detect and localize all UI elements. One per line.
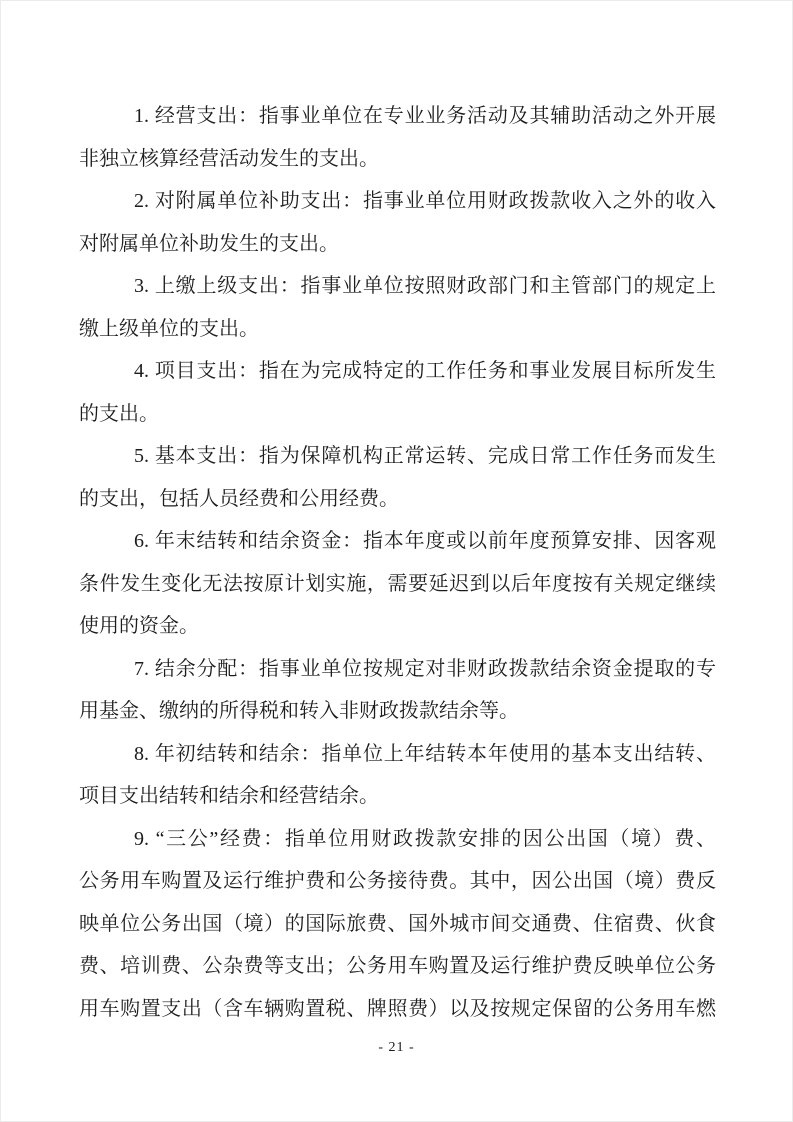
text-line: 非独立核算经营活动发生的支出。 <box>79 147 379 170</box>
text-line: 映单位公务出国（境）的国际旅费、国外城市间交通费、住宿费、伙食 <box>79 912 716 935</box>
text-line: 8. 年初结转和结余：指单位上年结转本年使用的基本支出结转、 <box>134 742 716 765</box>
text-line: 2. 对附属单位补助支出：指事业单位用财政拨款收入之外的收入 <box>134 190 716 212</box>
text-line: 条件发生变化无法按原计划实施，需要延迟到以后年度按有关规定继续 <box>79 572 716 595</box>
text-line: 9. “三公”经费：指单位用财政拨款安排的因公出国（境）费、 <box>134 827 716 850</box>
text-line: 用基金、缴纳的所得税和转入非财政拨款结余等。 <box>79 700 519 722</box>
text-line: 3. 上缴上级支出：指事业单位按照财政部门和主管部门的规定上 <box>134 275 716 297</box>
text-line: 1. 经营支出：指事业单位在专业业务活动及其辅助活动之外开展 <box>134 105 716 127</box>
page-number: - 21 - <box>378 1040 415 1055</box>
document-body <box>79 95 716 1030</box>
text-line: 项目支出结转和结余和经营结余。 <box>79 785 379 807</box>
text-line: 5. 基本支出：指为保障机构正常运转、完成日常工作任务而发生 <box>134 445 716 467</box>
text-line: 4. 项目支出：指在为完成特定的工作任务和事业发展目标所发生 <box>134 360 716 382</box>
text-line: 的支出，包括人员经费和公用经费。 <box>79 487 399 510</box>
text-line: 费、培训费、公杂费等支出；公务用车购置及运行维护费反映单位公务 <box>79 955 716 977</box>
text-line: 的支出。 <box>79 402 159 425</box>
text-line: 缴上级单位的支出。 <box>79 317 259 340</box>
text-line: 公务用车购置及运行维护费和公务接待费。其中，因公出国（境）费反 <box>79 870 716 892</box>
text-line: 使用的资金。 <box>79 615 199 637</box>
text-line: 6. 年末结转和结余资金：指本年度或以前年度预算安排、因客观 <box>134 530 716 552</box>
text-line: 对附属单位补助发生的支出。 <box>79 232 339 255</box>
text-line: 用车购置支出（含车辆购置税、牌照费）以及按规定保留的公务用车燃 <box>79 997 716 1020</box>
text-line: 7. 结余分配：指事业单位按规定对非财政拨款结余资金提取的专 <box>134 657 716 680</box>
page-footer <box>1 1037 792 1059</box>
